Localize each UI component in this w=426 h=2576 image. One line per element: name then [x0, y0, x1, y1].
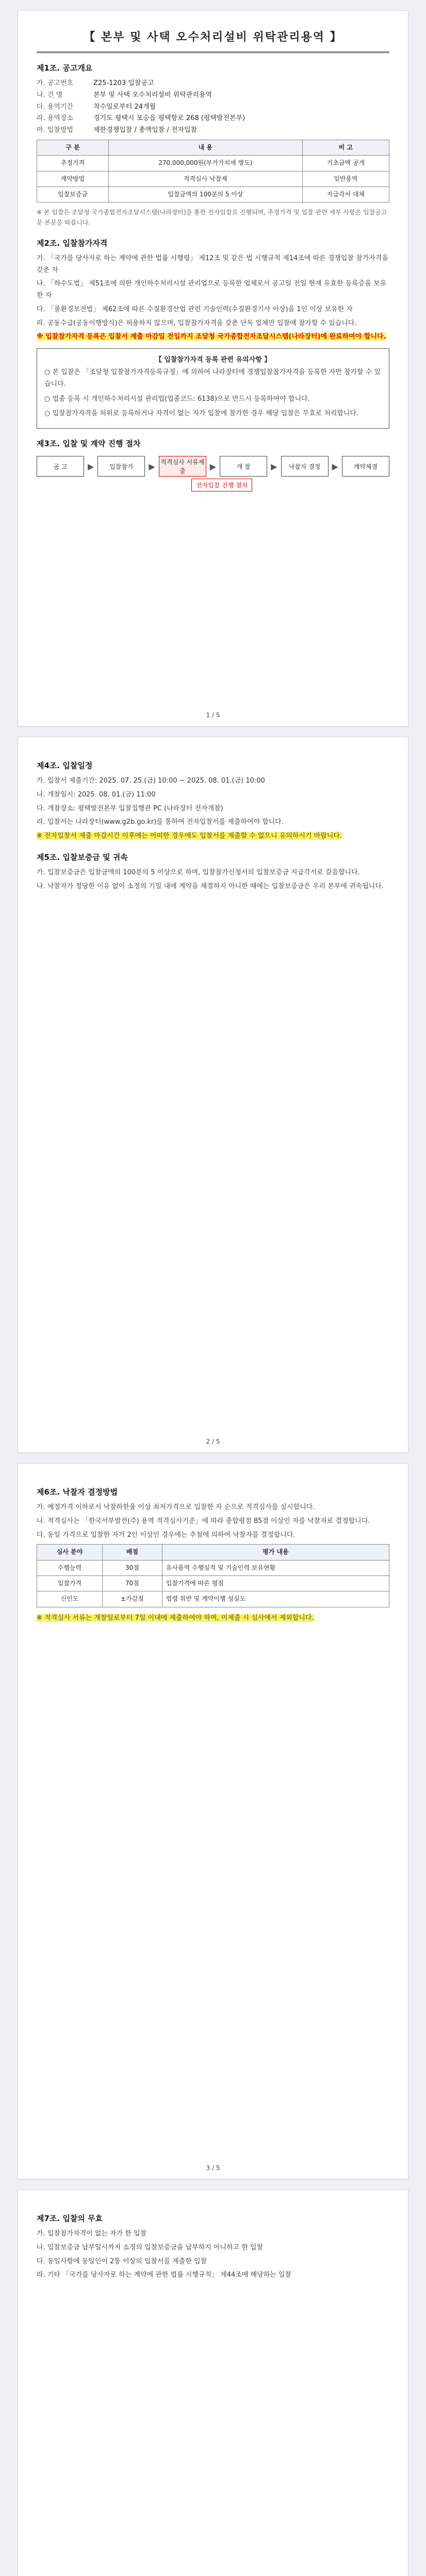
- list-item: 가. 입찰보증금은 입찰금액의 100분의 5 이상으로 하며, 입찰참가신청서의 입찰보증금 지급각서로 갈음합니다.: [37, 868, 360, 876]
- section-3: [37, 438, 389, 492]
- note: ※ 본 입찰은 조달청 국가종합전자조달시스템(나라장터)을 통한 전자입찰로 진행되며, 추정가격 및 입찰 관련 세부 사항은 입찰공고문 본문을 따릅니다.: [37, 209, 387, 227]
- overview-value: 본부 및 사택 오수처리설비 위탁관리용역: [93, 91, 212, 99]
- section-heading: 제7조. 입찰의 무효: [37, 2214, 103, 2223]
- table-row: [37, 1591, 389, 1607]
- overview-key: 나. 건 명: [37, 91, 63, 99]
- table-header: 배점: [102, 1545, 162, 1560]
- flow-note: 전자입찰 진행 절차: [191, 479, 252, 492]
- arrow-right-icon: ▶: [271, 461, 277, 471]
- list-item: 가. 「국가를 당사자로 하는 계약에 관한 법률 시행령」 제12조 및 같은 법 시행규칙 제14조에 따른 경쟁입찰 참가자격을 갖춘 자: [37, 254, 388, 274]
- overview-key: 마. 입찰방법: [37, 126, 74, 134]
- section-7: [37, 2213, 389, 2281]
- table-header: 심사 분야: [37, 1545, 103, 1560]
- list-item: 다. 「물환경보전법」 제62조에 따른 수질환경산업 관련 기술인력(수질환경기사 이상)을 1인 이상 보유한 자: [37, 305, 353, 313]
- table-cell: 계약방법: [37, 171, 109, 187]
- sheet-2: [18, 737, 408, 1453]
- overview-table: [37, 140, 389, 203]
- flow-step: 낙찰자 결정: [281, 456, 329, 477]
- table-row: [37, 171, 389, 187]
- flow-step: 개 찰: [220, 456, 267, 477]
- section-2: [37, 238, 389, 429]
- list-item: 다. 동일 가격으로 입찰한 자가 2인 이상인 경우에는 추첨에 의하여 낙찰자를 결정합니다.: [37, 1531, 296, 1539]
- overview-key: 다. 용역기간: [37, 103, 74, 111]
- table-cell: 적격심사 낙찰제: [108, 171, 302, 187]
- table-row: [37, 156, 389, 171]
- table-cell: 30점: [102, 1560, 162, 1575]
- flow-step: 적격심사 서류제출: [159, 456, 206, 477]
- highlight-note: ※ 입찰참가자격 등록은 입찰서 제출 마감일 전일까지 조달청 국가종합전자조달시스템(나라장터)에 완료하여야 합니다.: [37, 333, 386, 341]
- list-item: 나. 「하수도법」 제51조에 의한 개인하수처리시설 관리업으로 등록한 업체로서 공고일 전일 현재 유효한 등록증을 보유한 자: [37, 280, 387, 300]
- section-heading: 제4조. 입찰일정: [37, 761, 93, 770]
- overview-key: 라. 용역장소: [37, 114, 74, 123]
- qualification-list: [37, 253, 389, 330]
- list-item: 나. 낙찰자가 정당한 이유 없이 소정의 기일 내에 계약을 체결하지 아니한 때에는 입찰보증금은 우리 본부에 귀속됩니다.: [37, 882, 384, 890]
- table-header: 평가 내용: [162, 1545, 389, 1560]
- table-cell: 270,000,000원(부가가치세 별도): [108, 156, 302, 171]
- table-cell: 입찰가격: [37, 1576, 103, 1591]
- sheet-3: [18, 1463, 408, 2179]
- table-cell: 유사용역 수행실적 및 기술인력 보유현황: [162, 1560, 389, 1575]
- highlight-note: ※ 적격심사 서류는 개찰일로부터 7일 이내에 제출하여야 하며, 미제출 시 심사에서 제외합니다.: [37, 1614, 314, 1622]
- table-cell: ±가감점: [102, 1591, 162, 1607]
- award-list: [37, 1502, 389, 1541]
- table-cell: 일반용역: [302, 171, 389, 187]
- flow-step: 계약체결: [342, 456, 389, 477]
- table-cell: 지급각서 대체: [302, 187, 389, 202]
- overview-key: 가. 공고번호: [37, 79, 74, 87]
- list-item: 나. 입찰보증금 납부일시까지 소정의 입찰보증금을 납부하지 아니하고 한 입찰: [37, 2243, 264, 2251]
- table-cell: 신인도: [37, 1591, 103, 1607]
- section-heading: 제6조. 낙찰자 결정방법: [37, 1487, 118, 1497]
- list-item: 다. 개찰장소: 평택발전본부 입찰집행관 PC (나라장터 전자개찰): [37, 804, 223, 812]
- list-item: 가. 입찰참가자격이 없는 자가 한 입찰: [37, 2230, 147, 2238]
- page-number: 3 / 5: [206, 2164, 220, 2172]
- box-line: ○ 입찰참가자격을 허위로 등록하거나 자격이 없는 자가 입찰에 참가한 경우 해당 입찰은 무효로 처리합니다.: [44, 410, 359, 418]
- arrow-right-icon: ▶: [209, 461, 217, 471]
- table-header: 비 고: [302, 140, 389, 155]
- section-heading: 제2조. 입찰참가자격: [37, 238, 108, 248]
- invalid-list: [37, 2228, 389, 2281]
- list-item: 라. 입찰서는 나라장터(www.g2b.go.kr)를 통하여 전자입찰서를 제출하여야 합니다.: [37, 818, 284, 826]
- table-cell: 기초금액 공개: [302, 156, 389, 171]
- sheet-4: [18, 2190, 408, 2576]
- box-line: ○ 업종 등록 시 개인하수처리시설 관리업(업종코드: 6138)으로 반드시 등록하여야 합니다.: [44, 395, 310, 403]
- arrow-right-icon: ▶: [332, 461, 338, 471]
- arrow-right-icon: ▶: [88, 461, 94, 471]
- table-cell: 입찰가격에 따른 평점: [162, 1576, 389, 1591]
- table-cell: 수행능력: [37, 1560, 103, 1575]
- overview-value: 제한경쟁입찰 / 총액입찰 / 전자입찰: [93, 126, 198, 134]
- page-number: 1 / 5: [206, 711, 220, 719]
- list-item: 라. 기타 「국가를 당사자로 하는 계약에 관한 법률 시행규칙」 제44조에 해당하는 입찰: [37, 2271, 291, 2279]
- overview-value: 경기도 평택시 포승읍 평택항로 268 (평택발전본부): [93, 114, 245, 123]
- section-6: [37, 1486, 389, 1624]
- list-item: 가. 예정가격 이하로서 낙찰하한율 이상 최저가격으로 입찰한 자 순으로 적격심사를 실시합니다.: [37, 1503, 315, 1511]
- table-cell: 입찰금액의 100분의 5 이상: [108, 187, 302, 202]
- section-4: [37, 760, 389, 842]
- flow-step: 공 고: [37, 456, 84, 477]
- list-item: 나. 개찰일시: 2025. 08. 01.(금) 11:00: [37, 790, 156, 799]
- deposit-list: [37, 867, 389, 893]
- section-5: [37, 852, 389, 893]
- section-heading: 제1조. 공고개요: [37, 63, 93, 73]
- table-header: 구 분: [37, 140, 109, 155]
- notice-box: [37, 348, 389, 429]
- overview-list: [37, 78, 389, 137]
- table-row: [37, 1560, 389, 1575]
- schedule-list: [37, 775, 389, 828]
- box-title: 【 입찰참가자격 등록 관련 유의사항 】: [155, 356, 271, 364]
- table-header: 내 용: [108, 140, 302, 155]
- list-item: 다. 동일사항에 동일인이 2통 이상의 입찰서를 제출한 입찰: [37, 2257, 207, 2265]
- process-flow: [37, 456, 389, 477]
- overview-value: 착수일로부터 24개월: [93, 103, 156, 111]
- sheet-1: [18, 10, 408, 726]
- list-item: 나. 적격심사는 「한국서부발전(주) 용역 적격심사기준」에 따라 종합평점 85점 이상인 자를 낙찰자로 결정합니다.: [37, 1517, 370, 1525]
- list-item: 라. 공동수급(공동이행방식)은 허용하지 않으며, 입찰참가자격을 갖춘 단독 업체만 입찰에 참가할 수 있습니다.: [37, 319, 357, 327]
- section-heading: 제5조. 입찰보증금 및 귀속: [37, 852, 128, 862]
- document-title: 【 본부 및 사택 오수처리설비 위탁관리용역 】: [37, 24, 389, 53]
- table-cell: 법령 위반 및 계약이행 성실도: [162, 1591, 389, 1607]
- box-line: ○ 본 입찰은 「조달청 입찰참가자격등록규정」에 의하여 나라장터에 경쟁입찰참가자격을 등록한 자만 참가할 수 있습니다.: [44, 368, 381, 388]
- section-heading: 제3조. 입찰 및 계약 진행 절차: [37, 439, 141, 449]
- table-cell: 입찰보증금: [37, 187, 109, 202]
- list-item: 가. 입찰서 제출기간: 2025. 07. 25.(금) 10:00 ~ 2025. 08. 01.(금) 10:00: [37, 777, 265, 785]
- arrow-right-icon: ▶: [149, 461, 155, 471]
- overview-value: Z25-1203 입찰공고: [93, 79, 154, 87]
- page-number: 2 / 5: [206, 1438, 220, 1445]
- table-cell: 70점: [102, 1576, 162, 1591]
- highlight-note: ※ 전자입찰서 제출 마감시간 이후에는 어떠한 경우에도 입찰서를 제출할 수 없으니 유의하시기 바랍니다.: [37, 832, 342, 840]
- flow-step: 입찰참가: [97, 456, 145, 477]
- table-row: [37, 1576, 389, 1591]
- table-cell: 추정가격: [37, 156, 109, 171]
- section-1: [37, 62, 389, 228]
- table-row: [37, 187, 389, 202]
- evaluation-table: [37, 1544, 389, 1607]
